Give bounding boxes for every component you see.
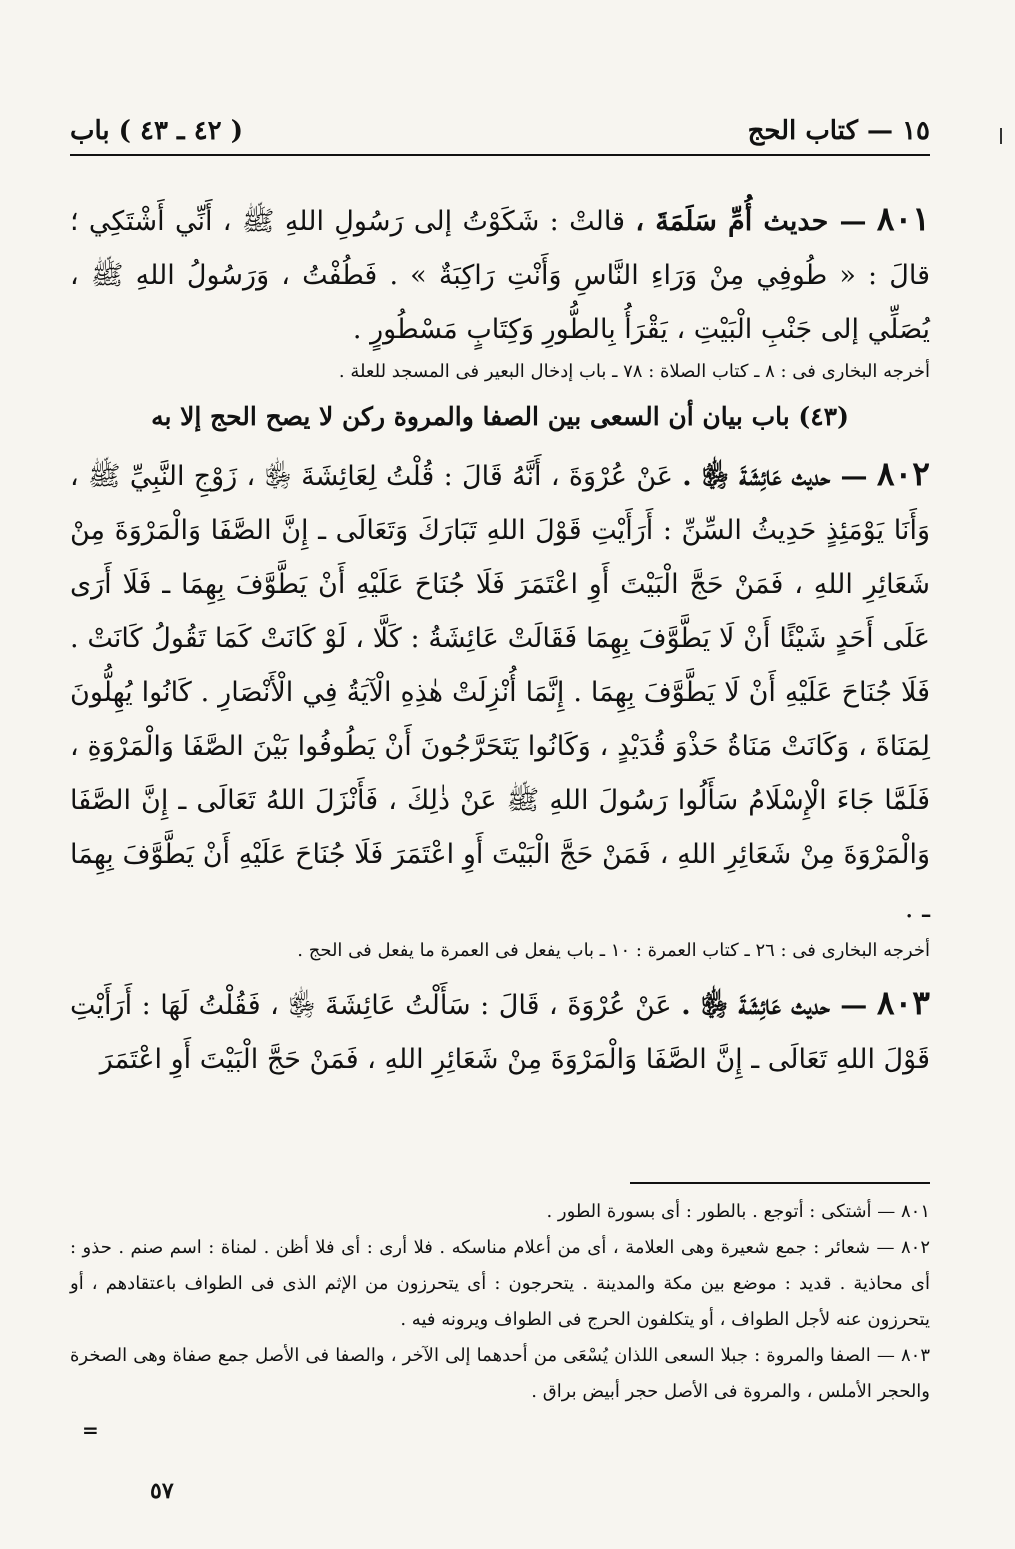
footnote: ٨٠١ — أشتكى : أتوجع . بالطور : أى بسورة الطور . [546, 1201, 930, 1222]
hadith-number: ٨٠٣ [876, 983, 930, 1022]
hadith-text: قالتْ : شَكَوْتُ إلى رَسُولِ اللهِ ﷺ ، أَنِّي أَشْتَكِي ؛ قالَ : « طُوفِي مِنْ وَرَاءِ النَّاسِ وَأَنْتِ رَاكِبَةٌ » . فَطُفْتُ ، وَرَسُولُ اللهِ ﷺ ، يُصَلِّي إلى جَنْبِ الْبَيْتِ ، يَقْرَأُ بِالطُّورِ وَكِتَابٍ مَسْطُورٍ . [70, 206, 930, 345]
hadith-801 [70, 192, 930, 357]
footnote-rule [630, 1182, 930, 1184]
hadith-text: عَنْ عُرْوَةَ ، أَنَّهُ قَالَ : قُلْتُ لِعَائِشَةَ ﵂ ، زَوْجِ النَّبِيِّ ﷺ ، وَأَنَا يَوْمَئِذٍ حَدِيثُ السِّنِّ : أَرَأَيْتِ قَوْلَ اللهِ تَبَارَكَ وَتَعَالَى ـ إِنَّ الصَّفَا وَالْمَرْوَةَ مِنْ شَعَائِرِ اللهِ ، فَمَنْ حَجَّ الْبَيْتَ أَوِ اعْتَمَرَ فَلَا جُنَاحَ عَلَيْهِ أَنْ يَطَّوَّفَ بِهِمَا ـ فَلَا أَرَى عَلَى أَحَدٍ شَيْئًا أَنْ لَا يَطَّوَّفَ بِهِمَا فَقَالَتْ عَائِشَةُ : كَلَّا ، لَوْ كَانَتْ كَمَا تَقُولُ كَانَتْ . فَلَا جُنَاحَ عَلَيْهِ أَنْ لَا يَطَّوَّفَ بِهِمَا . إِنَّمَا أُنْزِلَتْ هٰذِهِ الْآيَةُ فِي الْأَنْصَارِ . كَانُوا يُهِلُّونَ لِمَنَاةَ ، وَكَانَتْ مَنَاةُ حَذْوَ قُدَيْدٍ ، وَكَانُوا يَتَحَرَّجُونَ أَنْ يَطُوفُوا بَيْنَ الصَّفَا وَالْمَرْوَةِ ، فَلَمَّا جَاءَ الْإِسْلَامُ سَأَلُوا رَسُولَ اللهِ ﷺ عَنْ ذٰلِكَ ، فَأَنْزَلَ اللهُ تَعَالَى ـ إِنَّ الصَّفَا وَالْمَرْوَةَ مِنْ شَعَائِرِ اللهِ ، فَمَنْ حَجَّ الْبَيْتَ أَوِ اعْتَمَرَ فَلَا جُنَاحَ عَلَيْهِ أَنْ يَطَّوَّفَ بِهِمَا ـ . [70, 461, 930, 924]
header-book-title: ١٥ — كتاب الحج [747, 116, 930, 146]
hadith-number: ٨٠٢ [876, 454, 930, 493]
hadith-lead: — حديث عَائِشَةَ ﵂ . [681, 990, 868, 1021]
hadith-lead: — حديث أُمِّ سَلَمَةَ ، [635, 206, 867, 237]
footnotes [70, 1194, 930, 1410]
margin-tick-mark [1000, 128, 1002, 144]
hadith-number: ٨٠١ [876, 199, 930, 238]
header-chapter-range: ( ٤٢ ـ ٤٣ ) باب [70, 116, 244, 146]
hadith-lead: — حديث عَائِشَةَ ﵂ . [682, 461, 868, 492]
hadith-802 [70, 447, 930, 936]
hadith-text: عَنْ عُرْوَةَ ، قَالَ : سَأَلْتُ عَائِشَةَ ﵂ ، فَقُلْتُ لَهَا : أَرَأَيْتِ قَوْلَ اللهِ تَعَالَى ـ إِنَّ الصَّفَا وَالْمَرْوَةَ مِنْ شَعَائِرِ اللهِ ، فَمَنْ حَجَّ الْبَيْتَ أَوِ اعْتَمَرَ [70, 990, 930, 1075]
chapter-heading: (٤٣) باب بيان أن السعى بين الصفا والمروة ركن لا يصح الحج إلا به [151, 402, 849, 431]
continuation-mark: = [82, 1418, 99, 1442]
running-header [70, 110, 930, 152]
hadith-source: أخرجه البخارى فى : ٨ ـ كتاب الصلاة : ٧٨ ـ باب إدخال البعير فى المسجد للعلة . [338, 361, 930, 382]
hadith-source: أخرجه البخارى فى : ٢٦ ـ كتاب العمرة : ١٠ ـ باب يفعل فى العمرة ما يفعل فى الحج . [297, 940, 930, 961]
header-rule [70, 154, 930, 156]
footnote: ٨٠٣ — الصفا والمروة : جبلا السعى اللذان يُسْعَى من أحدهما إلى الآخر ، والصفا فى الأصل جمع صفاة وهى الصخرة والحجر الأملس ، والمروة فى الأصل حجر أبيض براق . [70, 1345, 930, 1402]
hadith-803 [70, 976, 930, 1087]
page-number: ٥٧ [150, 1478, 174, 1504]
footnote: ٨٠٢ — شعائر : جمع شعيرة وهى العلامة ، أى من أعلام مناسكه . فلا أرى : أى فلا أظن . لمناة : اسم صنم . حذو : أى محاذية . قديد : موضع بين مكة والمدينة . يتحرجون : أى يتحرزون من الإثم الذى فى الطواف باعتقادهم ، أو يتحرزون عنه لأجل الطواف ، أو يتكلفون الحرج فى الطواف ويرونه فيه . [70, 1237, 930, 1330]
book-page [70, 100, 930, 1520]
main-text [70, 192, 930, 1087]
